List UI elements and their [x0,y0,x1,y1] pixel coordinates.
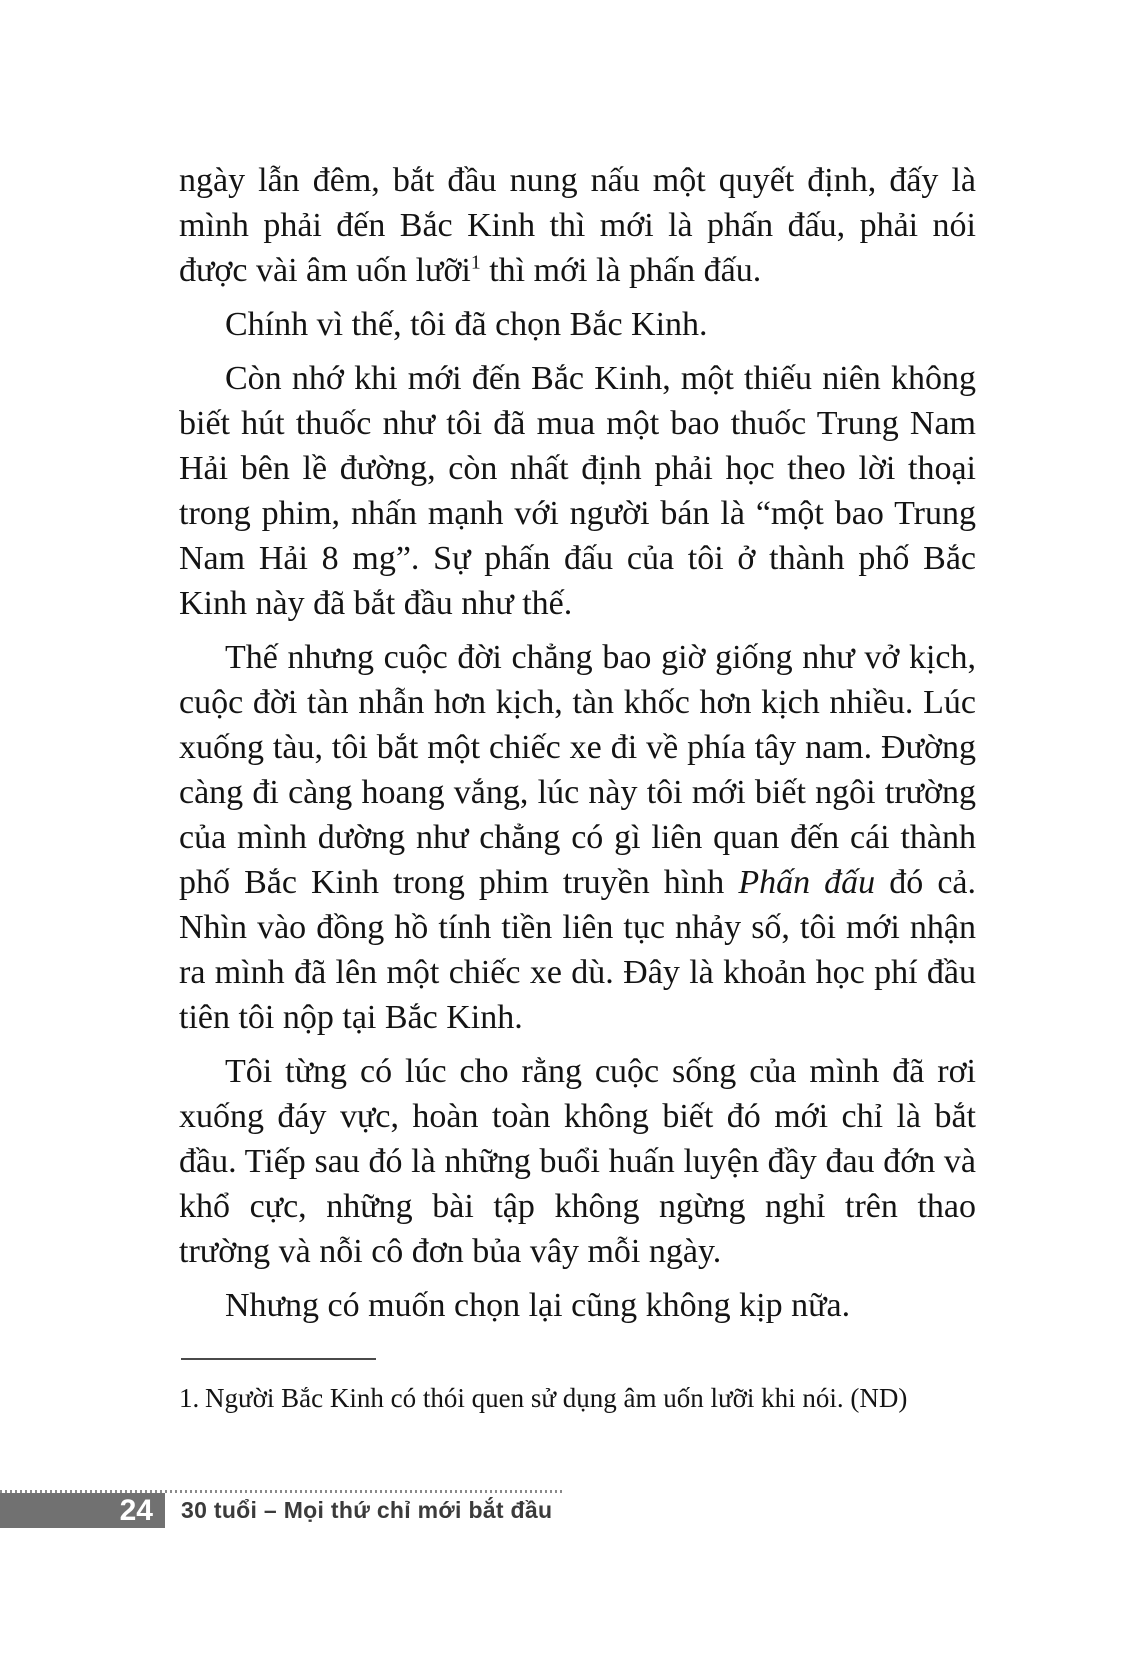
body-paragraphs [179,158,976,1328]
footnote-reference: 1 [470,251,481,274]
paragraph: Còn nhớ khi mới đến Bắc Kinh, một thiếu niên không biết hút thuốc như tôi đã mua một bao thuốc Trung Nam Hải bên lề đường, còn nhất định phải học theo lời thoại trong phim, nhấn mạnh với người bán là “một bao Trung Nam Hải 8 mg”. Sự phấn đấu của tôi ở thành phố Bắc Kinh này đã bắt đầu như thế. [179,360,976,622]
paragraph: ngày lẫn đêm, bắt đầu nung nấu một quyết định, đấy là mình phải đến Bắc Kinh thì mới là phấn đấu, phải nói được vài âm uốn lưỡi$^1$ thì mới là phấn đấu. [179,162,976,289]
footer-book-title: 30 tuổi – Mọi thứ chỉ mới bắt đầu [181,1497,553,1523]
page-number: 24 [119,1493,153,1527]
paragraph: Chính vì thế, tôi đã chọn Bắc Kinh. [225,306,708,343]
footnote-marker: 1. [179,1383,200,1413]
paragraph: Nhưng có muốn chọn lại cũng không kịp nữa. [225,1287,851,1324]
footnote [179,1380,976,1416]
paragraph: Tôi từng có lúc cho rằng cuộc sống của mình đã rơi xuống đáy vực, hoàn toàn không biết đó mới chỉ là bắt đầu. Tiếp sau đó là những buổi huấn luyện đầy đau đớn và khổ cực, những bài tập không ngừng nghỉ trên thao trường và nỗi cô đơn bủa vây mỗi ngày. [179,1053,976,1270]
footnote-text: Người Bắc Kinh có thói quen sử dụng âm uốn lưỡi khi nói. (ND) [205,1383,908,1413]
paragraph: Thế nhưng cuộc đời chẳng bao giờ giống như vở kịch, cuộc đời tàn nhẫn hơn kịch, tàn khốc hơn kịch nhiều. Lúc xuống tàu, tôi bắt một chiếc xe đi về phía tây nam. Đường càng đi càng hoang vắng, lúc này tôi mới biết ngôi trường của mình dường như chẳng có gì liên quan đến cái thành phố Bắc Kinh trong phim truyền hình Phấn đấu đó cả. Nhìn vào đồng hồ tính tiền liên tục nhảy số, tôi mới nhận ra mình đã lên một chiếc xe dù. Đây là khoản học phí đầu tiên tôi nộp tại Bắc Kinh. [179,639,976,1036]
page-text-block [179,158,976,1416]
footnote-divider [181,1358,376,1360]
footer-page-number-bar [0,1493,165,1528]
